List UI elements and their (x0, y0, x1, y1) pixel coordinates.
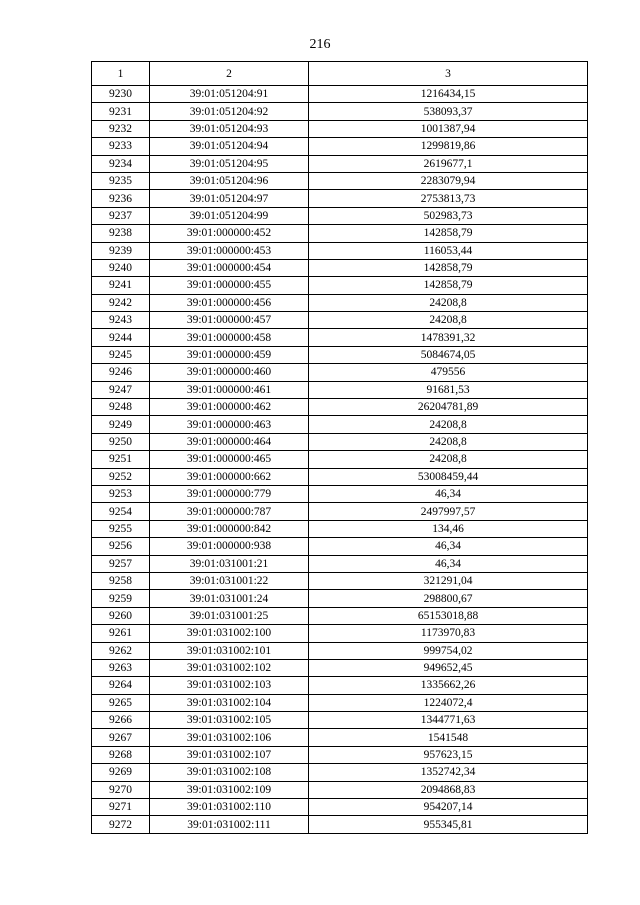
cadastral-number-cell: 39:01:031002:100 (150, 625, 309, 642)
row-number-cell: 9272 (92, 816, 150, 833)
cadastral-number-cell: 39:01:000000:458 (150, 329, 309, 346)
value-cell: 479556 (309, 364, 588, 381)
table-row (92, 590, 588, 607)
cadastral-number-cell: 39:01:000000:461 (150, 381, 309, 398)
row-number-cell: 9260 (92, 607, 150, 624)
row-number-cell: 9234 (92, 155, 150, 172)
table-row (92, 242, 588, 259)
table-row (92, 485, 588, 502)
row-number-cell: 9244 (92, 329, 150, 346)
value-cell: 142858,79 (309, 225, 588, 242)
cadastral-number-cell: 39:01:031002:106 (150, 729, 309, 746)
value-cell: 298800,67 (309, 590, 588, 607)
row-number-cell: 9267 (92, 729, 150, 746)
cadastral-number-cell: 39:01:000000:787 (150, 503, 309, 520)
row-number-cell: 9238 (92, 225, 150, 242)
cadastral-number-cell: 39:01:000000:457 (150, 312, 309, 329)
cadastral-number-cell: 39:01:000000:938 (150, 538, 309, 555)
value-cell: 91681,53 (309, 381, 588, 398)
row-number-cell: 9254 (92, 503, 150, 520)
value-cell: 1478391,32 (309, 329, 588, 346)
row-number-cell: 9246 (92, 364, 150, 381)
table-row (92, 312, 588, 329)
value-cell: 5084674,05 (309, 346, 588, 363)
value-cell: 24208,8 (309, 416, 588, 433)
table-row (92, 659, 588, 676)
row-number-cell: 9243 (92, 312, 150, 329)
value-cell: 65153018,88 (309, 607, 588, 624)
table-row (92, 538, 588, 555)
cadastral-number-cell: 39:01:000000:662 (150, 468, 309, 485)
cadastral-number-cell: 39:01:031001:24 (150, 590, 309, 607)
table-row (92, 329, 588, 346)
cadastral-number-cell: 39:01:000000:455 (150, 277, 309, 294)
row-number-cell: 9251 (92, 451, 150, 468)
row-number-cell: 9250 (92, 433, 150, 450)
value-cell: 26204781,89 (309, 399, 588, 416)
row-number-cell: 9259 (92, 590, 150, 607)
value-cell: 46,34 (309, 538, 588, 555)
table-row (92, 625, 588, 642)
data-table (91, 61, 588, 834)
value-cell: 1299819,86 (309, 138, 588, 155)
table-row (92, 172, 588, 189)
cadastral-number-cell: 39:01:051204:94 (150, 138, 309, 155)
table-row (92, 764, 588, 781)
page-number: 216 (309, 37, 331, 52)
table-row (92, 503, 588, 520)
row-number-cell: 9257 (92, 555, 150, 572)
row-number-cell: 9233 (92, 138, 150, 155)
cadastral-number-cell: 39:01:051204:91 (150, 86, 309, 103)
cadastral-number-cell: 39:01:031002:108 (150, 764, 309, 781)
cadastral-number-cell: 39:01:051204:93 (150, 120, 309, 137)
row-number-cell: 9261 (92, 625, 150, 642)
row-number-cell: 9240 (92, 259, 150, 276)
column-header-2: 2 (150, 62, 309, 86)
cadastral-number-cell: 39:01:031002:111 (150, 816, 309, 833)
row-number-cell: 9262 (92, 642, 150, 659)
value-cell: 46,34 (309, 485, 588, 502)
cadastral-number-cell: 39:01:000000:463 (150, 416, 309, 433)
row-number-cell: 9235 (92, 172, 150, 189)
table-row (92, 572, 588, 589)
cadastral-number-cell: 39:01:000000:453 (150, 242, 309, 259)
row-number-cell: 9255 (92, 520, 150, 537)
value-cell: 1344771,63 (309, 712, 588, 729)
row-number-cell: 9263 (92, 659, 150, 676)
table-row (92, 346, 588, 363)
row-number-cell: 9242 (92, 294, 150, 311)
cadastral-number-cell: 39:01:000000:454 (150, 259, 309, 276)
row-number-cell: 9268 (92, 746, 150, 763)
cadastral-number-cell: 39:01:000000:460 (150, 364, 309, 381)
value-cell: 1335662,26 (309, 677, 588, 694)
value-cell: 2094868,83 (309, 781, 588, 798)
cadastral-number-cell: 39:01:051204:92 (150, 103, 309, 120)
cadastral-number-cell: 39:01:031002:101 (150, 642, 309, 659)
table-row (92, 816, 588, 833)
value-cell: 954207,14 (309, 799, 588, 816)
row-number-cell: 9247 (92, 381, 150, 398)
table-row (92, 155, 588, 172)
cadastral-number-cell: 39:01:000000:842 (150, 520, 309, 537)
value-cell: 538093,37 (309, 103, 588, 120)
value-cell: 999754,02 (309, 642, 588, 659)
table-row (92, 729, 588, 746)
row-number-cell: 9256 (92, 538, 150, 555)
value-cell: 957623,15 (309, 746, 588, 763)
table-row (92, 694, 588, 711)
value-cell: 142858,79 (309, 277, 588, 294)
row-number-cell: 9252 (92, 468, 150, 485)
row-number-cell: 9230 (92, 86, 150, 103)
table-row (92, 607, 588, 624)
table-row (92, 799, 588, 816)
value-cell: 1216434,15 (309, 86, 588, 103)
table-row (92, 416, 588, 433)
cadastral-number-cell: 39:01:031001:25 (150, 607, 309, 624)
row-number-cell: 9269 (92, 764, 150, 781)
cadastral-number-cell: 39:01:051204:96 (150, 172, 309, 189)
cadastral-number-cell: 39:01:031002:107 (150, 746, 309, 763)
table-row (92, 642, 588, 659)
table-row (92, 399, 588, 416)
value-cell: 2497997,57 (309, 503, 588, 520)
row-number-cell: 9264 (92, 677, 150, 694)
header-row (92, 62, 588, 86)
cadastral-number-cell: 39:01:031002:109 (150, 781, 309, 798)
table-body (92, 86, 588, 834)
cadastral-number-cell: 39:01:031002:102 (150, 659, 309, 676)
value-cell: 949652,45 (309, 659, 588, 676)
row-number-cell: 9270 (92, 781, 150, 798)
cadastral-number-cell: 39:01:000000:465 (150, 451, 309, 468)
value-cell: 24208,8 (309, 294, 588, 311)
value-cell: 955345,81 (309, 816, 588, 833)
table-row (92, 190, 588, 207)
cadastral-number-cell: 39:01:031002:104 (150, 694, 309, 711)
table-row (92, 86, 588, 103)
table-row (92, 520, 588, 537)
cadastral-number-cell: 39:01:000000:459 (150, 346, 309, 363)
value-cell: 1352742,34 (309, 764, 588, 781)
cadastral-number-cell: 39:01:000000:779 (150, 485, 309, 502)
table-row (92, 277, 588, 294)
table-row (92, 103, 588, 120)
row-number-cell: 9249 (92, 416, 150, 433)
cadastral-number-cell: 39:01:031001:22 (150, 572, 309, 589)
column-header-1: 1 (92, 62, 150, 86)
table-row (92, 746, 588, 763)
table-row (92, 555, 588, 572)
row-number-cell: 9239 (92, 242, 150, 259)
cadastral-number-cell: 39:01:051204:99 (150, 207, 309, 224)
cadastral-number-cell: 39:01:000000:456 (150, 294, 309, 311)
value-cell: 46,34 (309, 555, 588, 572)
row-number-cell: 9265 (92, 694, 150, 711)
row-number-cell: 9248 (92, 399, 150, 416)
table-row (92, 207, 588, 224)
table-row (92, 451, 588, 468)
value-cell: 1541548 (309, 729, 588, 746)
table-row (92, 364, 588, 381)
table-row (92, 381, 588, 398)
table-row (92, 781, 588, 798)
table-row (92, 120, 588, 137)
value-cell: 142858,79 (309, 259, 588, 276)
table-row (92, 712, 588, 729)
value-cell: 24208,8 (309, 433, 588, 450)
table-row (92, 294, 588, 311)
cadastral-number-cell: 39:01:051204:97 (150, 190, 309, 207)
column-header-3: 3 (309, 62, 588, 86)
row-number-cell: 9237 (92, 207, 150, 224)
row-number-cell: 9253 (92, 485, 150, 502)
value-cell: 24208,8 (309, 451, 588, 468)
cadastral-number-cell: 39:01:000000:464 (150, 433, 309, 450)
row-number-cell: 9258 (92, 572, 150, 589)
value-cell: 134,46 (309, 520, 588, 537)
cadastral-number-cell: 39:01:000000:452 (150, 225, 309, 242)
value-cell: 1173970,83 (309, 625, 588, 642)
value-cell: 2753813,73 (309, 190, 588, 207)
value-cell: 53008459,44 (309, 468, 588, 485)
row-number-cell: 9232 (92, 120, 150, 137)
value-cell: 1224072,4 (309, 694, 588, 711)
table-row (92, 138, 588, 155)
table-row (92, 225, 588, 242)
cadastral-number-cell: 39:01:000000:462 (150, 399, 309, 416)
cadastral-number-cell: 39:01:031002:103 (150, 677, 309, 694)
table-row (92, 468, 588, 485)
cadastral-number-cell: 39:01:031002:110 (150, 799, 309, 816)
value-cell: 502983,73 (309, 207, 588, 224)
table-row (92, 259, 588, 276)
table-header (92, 62, 588, 86)
value-cell: 321291,04 (309, 572, 588, 589)
value-cell: 2283079,94 (309, 172, 588, 189)
table-row (92, 433, 588, 450)
row-number-cell: 9241 (92, 277, 150, 294)
value-cell: 2619677,1 (309, 155, 588, 172)
value-cell: 116053,44 (309, 242, 588, 259)
row-number-cell: 9231 (92, 103, 150, 120)
value-cell: 24208,8 (309, 312, 588, 329)
row-number-cell: 9245 (92, 346, 150, 363)
cadastral-number-cell: 39:01:051204:95 (150, 155, 309, 172)
cadastral-number-cell: 39:01:031001:21 (150, 555, 309, 572)
cadastral-number-cell: 39:01:031002:105 (150, 712, 309, 729)
value-cell: 1001387,94 (309, 120, 588, 137)
table-row (92, 677, 588, 694)
row-number-cell: 9266 (92, 712, 150, 729)
row-number-cell: 9236 (92, 190, 150, 207)
row-number-cell: 9271 (92, 799, 150, 816)
